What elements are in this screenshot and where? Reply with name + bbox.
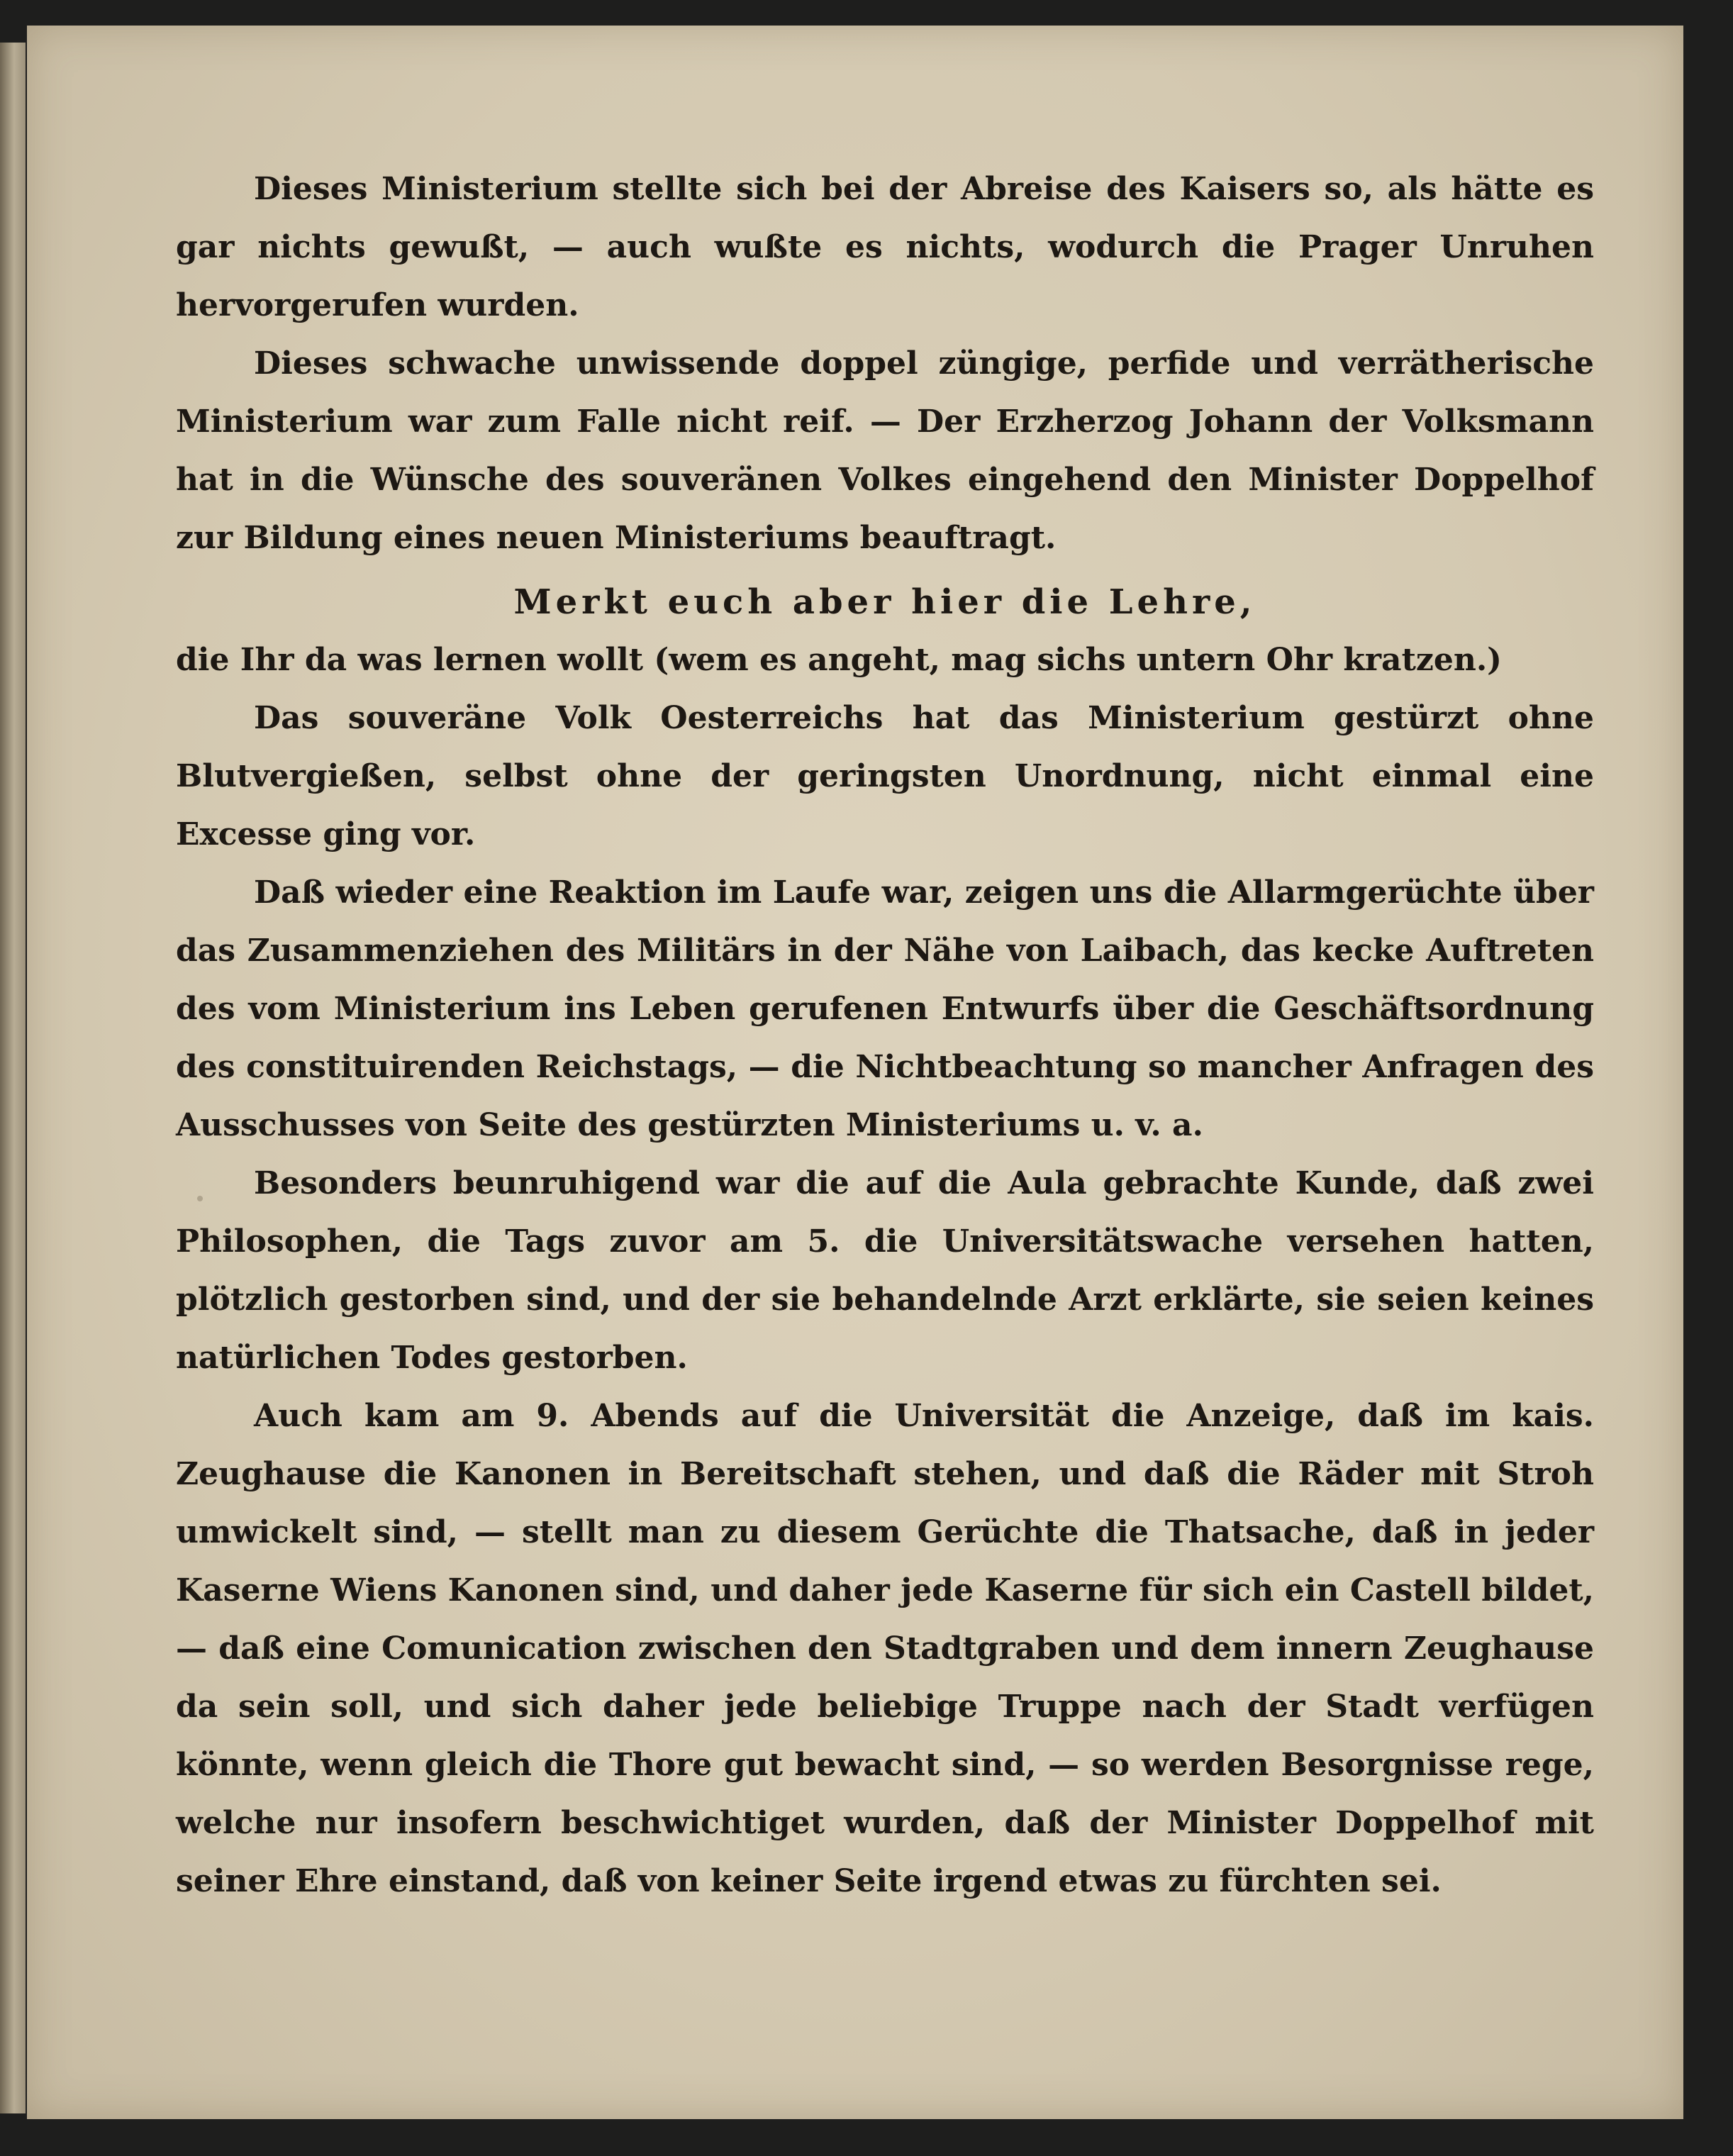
paragraph-5: Besonders beunruhigend war die auf die Aula gebrachte Kunde, daß zwei Philosophen, die Tags zuvor am 5. die Universitätswache versehen hatten, plötzlich gestorben sind, und der sie behandelnde Arzt erklärte, sie seien keines natürlichen Todes gestorben. [176, 1165, 1594, 1376]
paragraph-2: Dieses schwache unwissende doppel züngige, perfide und verrätherische Ministerium war zum Falle nicht reif. — Der Erzherzog Johann der Volksmann hat in die Wünsche des souveränen Volkes eingehend den Minister Doppelhof zur Bildung eines neuen Ministeriums beauftragt. [176, 345, 1594, 556]
paragraph-1: Dieses Ministerium stellte sich bei der Abreise des Kaisers so, als hätte es gar nichts gewußt, — auch wußte es nichts, wodurch die Prager Unruhen hervorgerufen wurden. [176, 171, 1594, 323]
intro-line: die Ihr da was lernen wollt (wem es angeht, mag sichs untern Ohr kratzen.) [176, 642, 1502, 678]
document-text [176, 160, 1594, 1911]
paragraph-4: Daß wieder eine Reaktion im Laufe war, zeigen uns die Allarmgerüchte über das Zusammenziehen des Militärs in der Nähe von Laibach, das kecke Auftreten des vom Ministerium ins Leben gerufenen Entwurfs über die Geschäftsordnung des constituirenden Reichstags, — die Nichtbeachtung so mancher Anfragen des Ausschusses von Seite des gestürzten Ministeriums u. v. a. [176, 874, 1594, 1143]
document-page [27, 26, 1683, 2119]
paragraph-6: Auch kam am 9. Abends auf die Universität die Anzeige, daß im kais. Zeughause die Kanonen in Bereitschaft stehen, und daß die Räder mit Stroh umwickelt sind, — stellt man zu diesem Gerüchte die Thatsache, daß in jeder Kaserne Wiens Kanonen sind, und daher jede Kaserne für sich ein Castell bildet, — daß eine Comunication zwischen den Stadtgraben und dem innern Zeughause da sein soll, und sich daher jede beliebige Truppe nach der Stadt verfügen könnte, wenn gleich die Thore gut bewacht sind, — so werden Besorgnisse rege, welche nur insofern beschwichtiget wurden, daß der Minister Doppelhof mit seiner Ehre einstand, daß von keiner Seite irgend etwas zu fürchten sei. [176, 1398, 1594, 1899]
paragraph-3: Das souveräne Volk Oesterreichs hat das Ministerium gestürzt ohne Blutvergießen, selbst ohne der geringsten Unordnung, nicht einmal eine Excesse ging vor. [176, 700, 1594, 852]
section-heading: Merkt euch aber hier die Lehre, [513, 582, 1256, 622]
previous-page-edge [0, 43, 26, 2113]
